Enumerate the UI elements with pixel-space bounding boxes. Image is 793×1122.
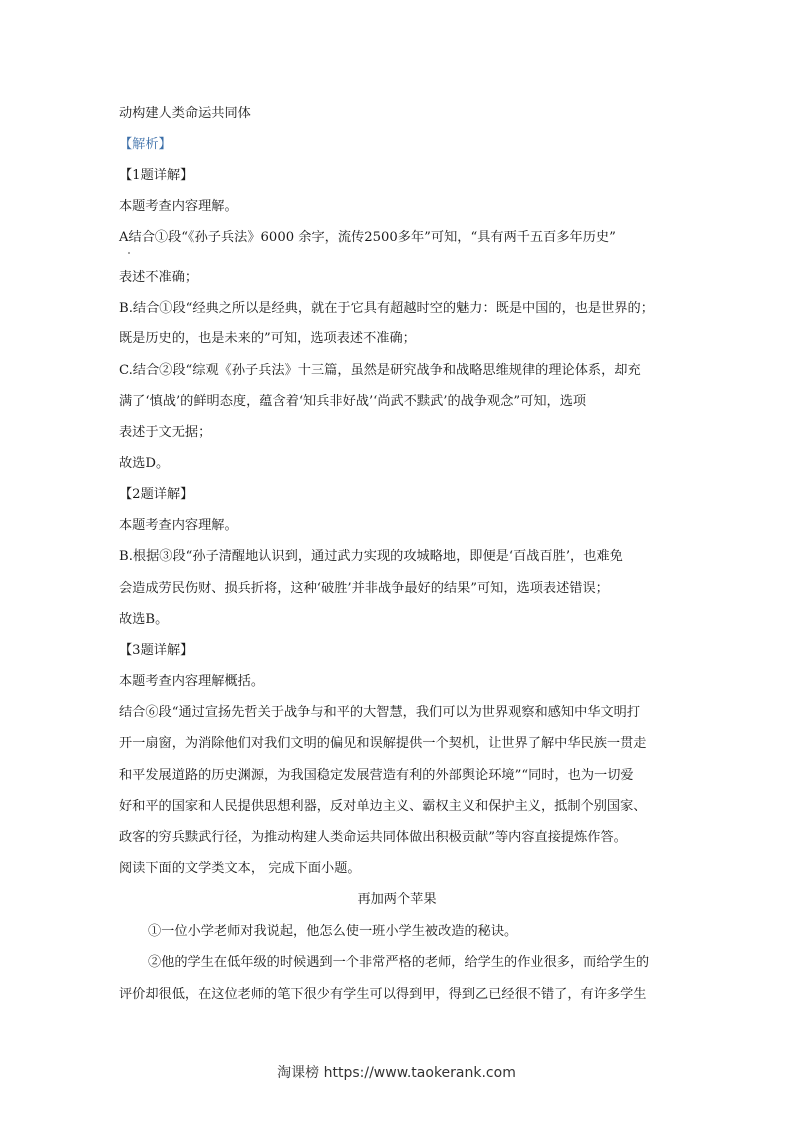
section-heading-3: 【3题详解】 (119, 643, 194, 658)
text-line: 故选D。 (119, 456, 170, 471)
section-heading-2: 【2题详解】 (119, 487, 194, 502)
text-line: A结合①段“《孙子兵法》6000 余字，流传2500多年”可知，“具有两千五百多年历史” (119, 230, 616, 245)
text-line: 会造成劳民伤财、损兵折将，这种‘破胜’并非战争最好的结果”可知，选项表述错误； (119, 581, 609, 596)
text-line: 本题考查内容理解。 (119, 518, 238, 533)
footer-watermark: 淘课榜 https://www.taokerank.com (277, 1065, 516, 1081)
text-line: 本题考查内容理解概括。 (119, 674, 265, 689)
section-heading-1: 【1题详解】 (119, 168, 194, 183)
text-line: 既是历史的，也是未来的”可知，选项表述不准确； (119, 331, 416, 346)
text-line: 和平发展道路的历史渊源，为我国稳定发展营造有利的外部舆论环境”“同时，也为一切爱 (119, 768, 634, 783)
analysis-heading: 【解析】 (119, 137, 172, 152)
story-title: 再加两个苹果 (357, 892, 437, 907)
text-line: 好和平的国家和人民提供思想利器，反对单边主义、霸权主义和保护主义，抵制个别国家、 (119, 799, 647, 814)
text-line: 动构建人类命运共同体 (119, 106, 251, 121)
text-line: 故选B。 (119, 612, 169, 627)
stray-mark (128, 252, 130, 254)
text-line: C.结合②段“综观《孙子兵法》十三篇，虽然是研究战争和战略思维规律的理论体系，却充 (119, 363, 641, 378)
text-line: 本题考查内容理解。 (119, 199, 238, 214)
text-line: B.根据③段“孙子清醒地认识到，通过武力实现的攻城略地，即便是‘百战百胜’，也难免 (119, 549, 623, 564)
text-line: ①一位小学老师对我说起，他怎么使一班小学生被改造的秘诀。 (148, 924, 518, 939)
text-line: 开一扇窗，为消除他们对我们文明的偏见和误解提供一个契机，让世界了解中华民族一贯走 (119, 736, 647, 751)
text-line: 政客的穷兵黩武行径，为推动构建人类命运共同体做出积极贡献”等内容直接提炼作答。 (119, 830, 627, 845)
text-line: B.结合①段“经典之所以是经典，就在于它具有超越时空的魅力：既是中国的，也是世界的； (119, 301, 654, 316)
text-line: 结合⑥段“通过宣扬先哲关于战争与和平的大智慧，我们可以为世界观察和感知中华文明打 (119, 705, 641, 720)
text-line: 满了‘慎战’的鲜明态度，蕴含着‘知兵非好战’‘尚武不黩武’的战争观念”可知，选项 (119, 394, 587, 409)
text-line: 评价却很低，在这位老师的笔下很少有学生可以得到甲，得到乙已经很不错了，有许多学生 (119, 987, 647, 1002)
text-line: 阅读下面的文学类文本， 完成下面小题。 (119, 861, 361, 876)
text-line: ②他的学生在低年级的时候遇到一个非常严格的老师，给学生的作业很多，而给学生的 (148, 955, 650, 970)
text-line: 表述不准确； (119, 270, 199, 285)
text-line: 表述于文无据； (119, 425, 212, 440)
